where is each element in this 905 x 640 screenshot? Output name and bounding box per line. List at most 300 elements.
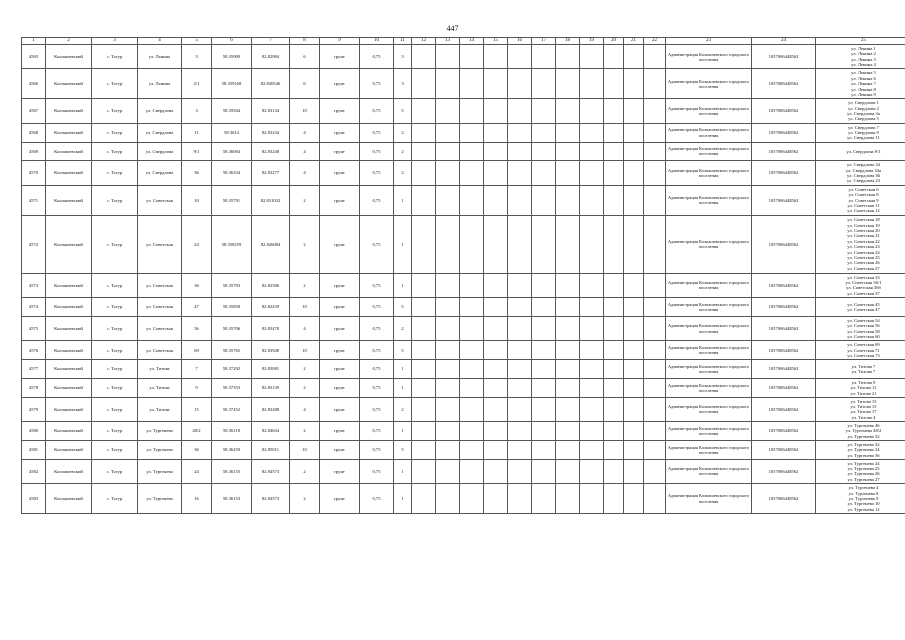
- district-cell: Колпашевский: [46, 69, 92, 99]
- settlement-cell: с. Тогур: [92, 316, 138, 340]
- empty-cell: [484, 123, 508, 142]
- administration-cell: Администрация Колпашевского городского поселения: [666, 45, 752, 69]
- registry-table: [21, 37, 905, 514]
- administration-cell: Администрация Колпашевского городского поселения: [666, 298, 752, 317]
- address-line: ул. Тургенева 48/2: [845, 428, 882, 434]
- address-line: ул. Свердлова 3а: [847, 111, 880, 117]
- settlement-cell: с. Тогур: [92, 378, 138, 397]
- street-cell: ул. Титова: [138, 360, 182, 379]
- empty-cell: [508, 440, 532, 459]
- served-addresses-cell: [816, 185, 905, 215]
- empty-cell: [460, 273, 484, 297]
- empty-cell: [580, 161, 604, 185]
- address-line: ул. Тургенева 34: [847, 447, 880, 453]
- surface-cell: грунт: [320, 397, 360, 421]
- latitude-cell: 58.37292: [212, 360, 252, 379]
- ogrn-cell: 1057006448562: [752, 273, 816, 297]
- empty-cell: [604, 215, 624, 273]
- latitude-cell: 58.358259: [212, 215, 252, 273]
- empty-cell: [644, 440, 666, 459]
- longitude-cell: 82.83277: [252, 161, 290, 185]
- house-cell: 2/1: [182, 69, 212, 99]
- empty-cell: [604, 123, 624, 142]
- area-cell: 2: [290, 459, 320, 483]
- empty-cell: [412, 422, 436, 441]
- street-cell: ул. Советская: [138, 316, 182, 340]
- address-line: ул. Советская 22: [847, 238, 880, 244]
- address-line: ул. Титова 13: [850, 398, 877, 404]
- empty-cell: [624, 273, 644, 297]
- column-header: 10: [360, 38, 394, 45]
- empty-cell: [460, 215, 484, 273]
- address-line: ул. Советская 33: [847, 274, 880, 280]
- served-addresses-cell: [816, 215, 905, 273]
- empty-cell: [436, 99, 460, 123]
- latitude-cell: 58.36084: [212, 142, 252, 161]
- administration-cell: Администрация Колпашевского городского поселения: [666, 397, 752, 421]
- container-count-cell: 5: [394, 298, 412, 317]
- street-cell: ул. Советская: [138, 185, 182, 215]
- empty-cell: [556, 316, 580, 340]
- empty-cell: [484, 316, 508, 340]
- area-cell: 4: [290, 123, 320, 142]
- empty-cell: [436, 378, 460, 397]
- empty-cell: [532, 484, 556, 514]
- area-cell: 2: [290, 360, 320, 379]
- empty-cell: [580, 123, 604, 142]
- table-row: [22, 360, 905, 379]
- ogrn-cell: 1057006448562: [752, 360, 816, 379]
- column-header: 21: [624, 38, 644, 45]
- empty-cell: [624, 360, 644, 379]
- container-count-cell: 1: [394, 378, 412, 397]
- empty-cell: [556, 440, 580, 459]
- empty-cell: [556, 273, 580, 297]
- empty-cell: [624, 484, 644, 514]
- empty-cell: [580, 273, 604, 297]
- container-count-cell: 5: [394, 440, 412, 459]
- address-line: ул. Советская 8: [848, 192, 879, 198]
- empty-cell: [580, 378, 604, 397]
- column-header: 25: [816, 38, 905, 45]
- table-row: [22, 484, 905, 514]
- empty-cell: [484, 459, 508, 483]
- empty-cell: [624, 316, 644, 340]
- longitude-cell: 82.83081: [252, 360, 290, 379]
- empty-cell: [412, 161, 436, 185]
- surface-cell: грунт: [320, 459, 360, 483]
- empty-cell: [556, 360, 580, 379]
- served-addresses-cell: [816, 484, 905, 514]
- empty-cell: [508, 215, 532, 273]
- empty-cell: [580, 298, 604, 317]
- ogrn-cell: 1057006448562: [752, 397, 816, 421]
- container-count-cell: 2: [394, 397, 412, 421]
- empty-cell: [508, 161, 532, 185]
- container-count-cell: 1: [394, 484, 412, 514]
- street-cell: ул. Свердлова: [138, 161, 182, 185]
- empty-cell: [556, 484, 580, 514]
- empty-cell: [484, 215, 508, 273]
- house-cell: 47: [182, 298, 212, 317]
- column-header: 7: [252, 38, 290, 45]
- empty-cell: [580, 185, 604, 215]
- address-line: ул. Ленина 2: [851, 51, 876, 57]
- empty-cell: [532, 298, 556, 317]
- served-addresses-cell: [816, 273, 905, 297]
- street-cell: ул. Тургенева: [138, 484, 182, 514]
- empty-cell: [436, 69, 460, 99]
- empty-cell: [460, 341, 484, 360]
- address-line: ул. Советская 71: [847, 347, 880, 353]
- table-header: [22, 38, 905, 45]
- empty-cell: [624, 298, 644, 317]
- district-cell: Колпашевский: [46, 298, 92, 317]
- surface-cell: грунт: [320, 316, 360, 340]
- empty-cell: [624, 459, 644, 483]
- administration-cell: Администрация Колпашевского городского поселения: [666, 422, 752, 441]
- area-cell: 2: [290, 273, 320, 297]
- house-cell: 11: [182, 123, 212, 142]
- served-addresses-cell: [816, 123, 905, 142]
- address-line: ул. Тургенева 4: [848, 485, 879, 491]
- empty-cell: [484, 484, 508, 514]
- container-count-cell: 1: [394, 422, 412, 441]
- empty-cell: [624, 397, 644, 421]
- empty-cell: [556, 185, 580, 215]
- ogrn-cell: 1057006448562: [752, 185, 816, 215]
- empty-cell: [508, 123, 532, 142]
- street-cell: ул. Тургенева: [138, 459, 182, 483]
- column-header: 22: [644, 38, 666, 45]
- house-cell: 48/2: [182, 422, 212, 441]
- table-row: [22, 397, 905, 421]
- empty-cell: [580, 316, 604, 340]
- latitude-cell: 58.36153: [212, 484, 252, 514]
- column-header: 4: [138, 38, 182, 45]
- empty-cell: [436, 484, 460, 514]
- address-line: ул. Свердлова 1: [848, 100, 879, 106]
- served-addresses-cell: [816, 440, 905, 459]
- address-line: ул. Советская 45: [847, 301, 880, 307]
- address-line: ул. Тургенева 52: [847, 433, 880, 439]
- ogrn-cell: 1057006448562: [752, 298, 816, 317]
- empty-cell: [644, 459, 666, 483]
- empty-cell: [436, 316, 460, 340]
- empty-cell: [644, 316, 666, 340]
- container-count-cell: 1: [394, 459, 412, 483]
- container-count-cell: 3: [394, 45, 412, 69]
- area-cell: 2: [290, 378, 320, 397]
- empty-cell: [460, 298, 484, 317]
- address-line: ул. Советская 12: [847, 208, 880, 214]
- empty-cell: [460, 459, 484, 483]
- address-line: ул. Тургенева 8: [848, 490, 879, 496]
- street-cell: ул. Ленина: [138, 45, 182, 69]
- address-line: ул. Титова 9: [851, 379, 876, 385]
- volume-cell: 0,75: [360, 422, 394, 441]
- empty-cell: [556, 341, 580, 360]
- street-cell: ул. Ленина: [138, 69, 182, 99]
- empty-cell: [508, 341, 532, 360]
- column-header: 5: [182, 38, 212, 45]
- address-line: ул. Титова 7: [851, 369, 876, 375]
- empty-cell: [604, 69, 624, 99]
- container-count-cell: 1: [394, 360, 412, 379]
- empty-cell: [508, 99, 532, 123]
- empty-cell: [644, 341, 666, 360]
- empty-cell: [532, 397, 556, 421]
- street-cell: ул. Советская: [138, 298, 182, 317]
- latitude-cell: 58.36259: [212, 440, 252, 459]
- empty-cell: [604, 397, 624, 421]
- empty-cell: [580, 99, 604, 123]
- container-count-cell: 5: [394, 99, 412, 123]
- address-line: ул. Титова 11: [850, 385, 877, 391]
- table-row: [22, 273, 905, 297]
- table-row: [22, 161, 905, 185]
- empty-cell: [412, 215, 436, 273]
- empty-cell: [604, 484, 624, 514]
- address-line: ул. Советская 11: [847, 202, 880, 208]
- district-cell: Колпашевский: [46, 161, 92, 185]
- empty-cell: [532, 422, 556, 441]
- empty-cell: [556, 378, 580, 397]
- empty-cell: [436, 440, 460, 459]
- empty-cell: [508, 459, 532, 483]
- street-cell: ул. Свердлова: [138, 123, 182, 142]
- row-id-cell: 4569: [22, 142, 46, 161]
- empty-cell: [644, 298, 666, 317]
- empty-cell: [556, 422, 580, 441]
- administration-cell: Администрация Колпашевского городского поселения: [666, 185, 752, 215]
- empty-cell: [436, 215, 460, 273]
- district-cell: Колпашевский: [46, 99, 92, 123]
- area-cell: 10: [290, 99, 320, 123]
- container-count-cell: 1: [394, 215, 412, 273]
- administration-cell: Администрация Колпашевского городского поселения: [666, 316, 752, 340]
- table-row: [22, 142, 905, 161]
- surface-cell: грунт: [320, 422, 360, 441]
- address-line: ул. Советская 37: [847, 290, 880, 296]
- ogrn-cell: 1057006448562: [752, 142, 816, 161]
- longitude-cell: 82.82439: [252, 298, 290, 317]
- empty-cell: [604, 341, 624, 360]
- empty-cell: [460, 123, 484, 142]
- volume-cell: 0,75: [360, 123, 394, 142]
- row-id-cell: 4573: [22, 273, 46, 297]
- area-cell: 6: [290, 69, 320, 99]
- served-addresses-cell: [816, 422, 905, 441]
- empty-cell: [604, 185, 624, 215]
- address-line: ул. Ленина 1: [851, 45, 876, 51]
- empty-cell: [484, 185, 508, 215]
- address-line: ул. Советская 54: [847, 317, 880, 323]
- surface-cell: грунт: [320, 69, 360, 99]
- address-line: ул. Тургенева 46: [847, 422, 880, 428]
- settlement-cell: с. Тогур: [92, 440, 138, 459]
- table-row: [22, 45, 905, 69]
- row-id-cell: 4570: [22, 161, 46, 185]
- street-cell: ул. Тургенева: [138, 422, 182, 441]
- district-cell: Колпашевский: [46, 397, 92, 421]
- row-id-cell: 4568: [22, 123, 46, 142]
- area-cell: 4: [290, 142, 320, 161]
- area-cell: 10: [290, 341, 320, 360]
- row-id-cell: 4565: [22, 45, 46, 69]
- empty-cell: [412, 397, 436, 421]
- address-line: ул. Титова 21: [850, 390, 877, 396]
- settlement-cell: с. Тогур: [92, 459, 138, 483]
- surface-cell: грунт: [320, 378, 360, 397]
- empty-cell: [580, 215, 604, 273]
- container-count-cell: 2: [394, 161, 412, 185]
- column-header: 14: [460, 38, 484, 45]
- empty-cell: [644, 161, 666, 185]
- served-addresses-cell: [816, 298, 905, 317]
- area-cell: 4: [290, 397, 320, 421]
- empty-cell: [624, 142, 644, 161]
- ogrn-cell: 1057006448562: [752, 161, 816, 185]
- empty-cell: [508, 397, 532, 421]
- empty-cell: [484, 69, 508, 99]
- house-cell: 10: [182, 185, 212, 215]
- street-cell: ул. Титова: [138, 378, 182, 397]
- column-header: 2: [46, 38, 92, 45]
- volume-cell: 0,75: [360, 316, 394, 340]
- house-cell: 15: [182, 397, 212, 421]
- container-count-cell: 3: [394, 69, 412, 99]
- house-cell: 36: [182, 273, 212, 297]
- empty-cell: [644, 45, 666, 69]
- empty-cell: [460, 397, 484, 421]
- address-line: ул. Советская 73: [847, 352, 880, 358]
- column-header: 11: [394, 38, 412, 45]
- empty-cell: [644, 484, 666, 514]
- address-line: ул. Советская 23: [847, 244, 880, 250]
- address-line: ул. Советская 58: [847, 328, 880, 334]
- latitude-cell: 58.37353: [212, 378, 252, 397]
- empty-cell: [436, 161, 460, 185]
- row-id-cell: 4566: [22, 69, 46, 99]
- address-line: ул. Советская 24: [847, 249, 880, 255]
- address-line: ул. Советская 56: [847, 323, 880, 329]
- longitude-cell: 82.84634: [252, 422, 290, 441]
- district-cell: Колпашевский: [46, 378, 92, 397]
- column-header: 19: [580, 38, 604, 45]
- empty-cell: [532, 185, 556, 215]
- empty-cell: [644, 215, 666, 273]
- house-cell: 7: [182, 360, 212, 379]
- empty-cell: [484, 360, 508, 379]
- area-cell: 10: [290, 440, 320, 459]
- address-line: ул. Советская 36/1: [845, 280, 882, 286]
- address-line: ул. Советская 26: [847, 260, 880, 266]
- address-line: ул. Тургенева 10: [847, 501, 880, 507]
- empty-cell: [532, 99, 556, 123]
- empty-cell: [460, 161, 484, 185]
- row-id-cell: 4579: [22, 397, 46, 421]
- empty-cell: [532, 273, 556, 297]
- column-header: 24: [752, 38, 816, 45]
- empty-cell: [508, 185, 532, 215]
- administration-cell: Администрация Колпашевского городского поселения: [666, 273, 752, 297]
- empty-cell: [436, 459, 460, 483]
- address-line: ул. Тургенева 27: [847, 476, 880, 482]
- empty-cell: [508, 378, 532, 397]
- table-body: [22, 45, 905, 514]
- empty-cell: [604, 459, 624, 483]
- empty-cell: [624, 215, 644, 273]
- address-line: ул. Ленина 8: [851, 86, 876, 92]
- administration-cell: Администрация Колпашевского городского поселения: [666, 341, 752, 360]
- address-line: ул. Титова 4: [851, 414, 876, 420]
- empty-cell: [556, 142, 580, 161]
- street-cell: ул. Тургенева: [138, 440, 182, 459]
- district-cell: Колпашевский: [46, 215, 92, 273]
- address-line: ул. Тургенева 12: [847, 506, 880, 512]
- empty-cell: [484, 440, 508, 459]
- administration-cell: Администрация Колпашевского городского поселения: [666, 440, 752, 459]
- empty-cell: [604, 273, 624, 297]
- district-cell: Колпашевский: [46, 185, 92, 215]
- empty-cell: [644, 99, 666, 123]
- settlement-cell: с. Тогур: [92, 341, 138, 360]
- district-cell: Колпашевский: [46, 360, 92, 379]
- latitude-cell: 58.37452: [212, 397, 252, 421]
- empty-cell: [412, 273, 436, 297]
- ogrn-cell: 1057006448562: [752, 69, 816, 99]
- house-cell: 9/1: [182, 142, 212, 161]
- longitude-cell: 82.82586: [252, 273, 290, 297]
- address-line: ул. Ленина 7: [851, 81, 876, 87]
- surface-cell: грунт: [320, 99, 360, 123]
- administration-cell: Администрация Колпашевского городского поселения: [666, 161, 752, 185]
- longitude-cell: 82.82984: [252, 45, 290, 69]
- container-count-cell: 2: [394, 123, 412, 142]
- address-line: ул. Тургенева 24: [847, 460, 880, 466]
- volume-cell: 0,75: [360, 397, 394, 421]
- empty-cell: [644, 397, 666, 421]
- area-cell: 2: [290, 185, 320, 215]
- table-row: [22, 459, 905, 483]
- volume-cell: 0,75: [360, 161, 394, 185]
- settlement-cell: с. Тогур: [92, 45, 138, 69]
- surface-cell: грунт: [320, 298, 360, 317]
- district-cell: Колпашевский: [46, 45, 92, 69]
- empty-cell: [624, 161, 644, 185]
- empty-cell: [644, 123, 666, 142]
- empty-cell: [508, 360, 532, 379]
- ogrn-cell: 1057006448562: [752, 316, 816, 340]
- district-cell: Колпашевский: [46, 422, 92, 441]
- ogrn-cell: 1057006448562: [752, 341, 816, 360]
- served-addresses-cell: [816, 45, 905, 69]
- table-row: [22, 99, 905, 123]
- surface-cell: грунт: [320, 142, 360, 161]
- empty-cell: [532, 341, 556, 360]
- settlement-cell: с. Тогур: [92, 484, 138, 514]
- ogrn-cell: 1057006448562: [752, 459, 816, 483]
- empty-cell: [508, 142, 532, 161]
- house-cell: 69: [182, 341, 212, 360]
- empty-cell: [460, 378, 484, 397]
- settlement-cell: с. Тогур: [92, 142, 138, 161]
- empty-cell: [556, 298, 580, 317]
- ogrn-cell: 1057006448562: [752, 99, 816, 123]
- empty-cell: [644, 422, 666, 441]
- address-line: ул. Ленина 4: [851, 62, 876, 68]
